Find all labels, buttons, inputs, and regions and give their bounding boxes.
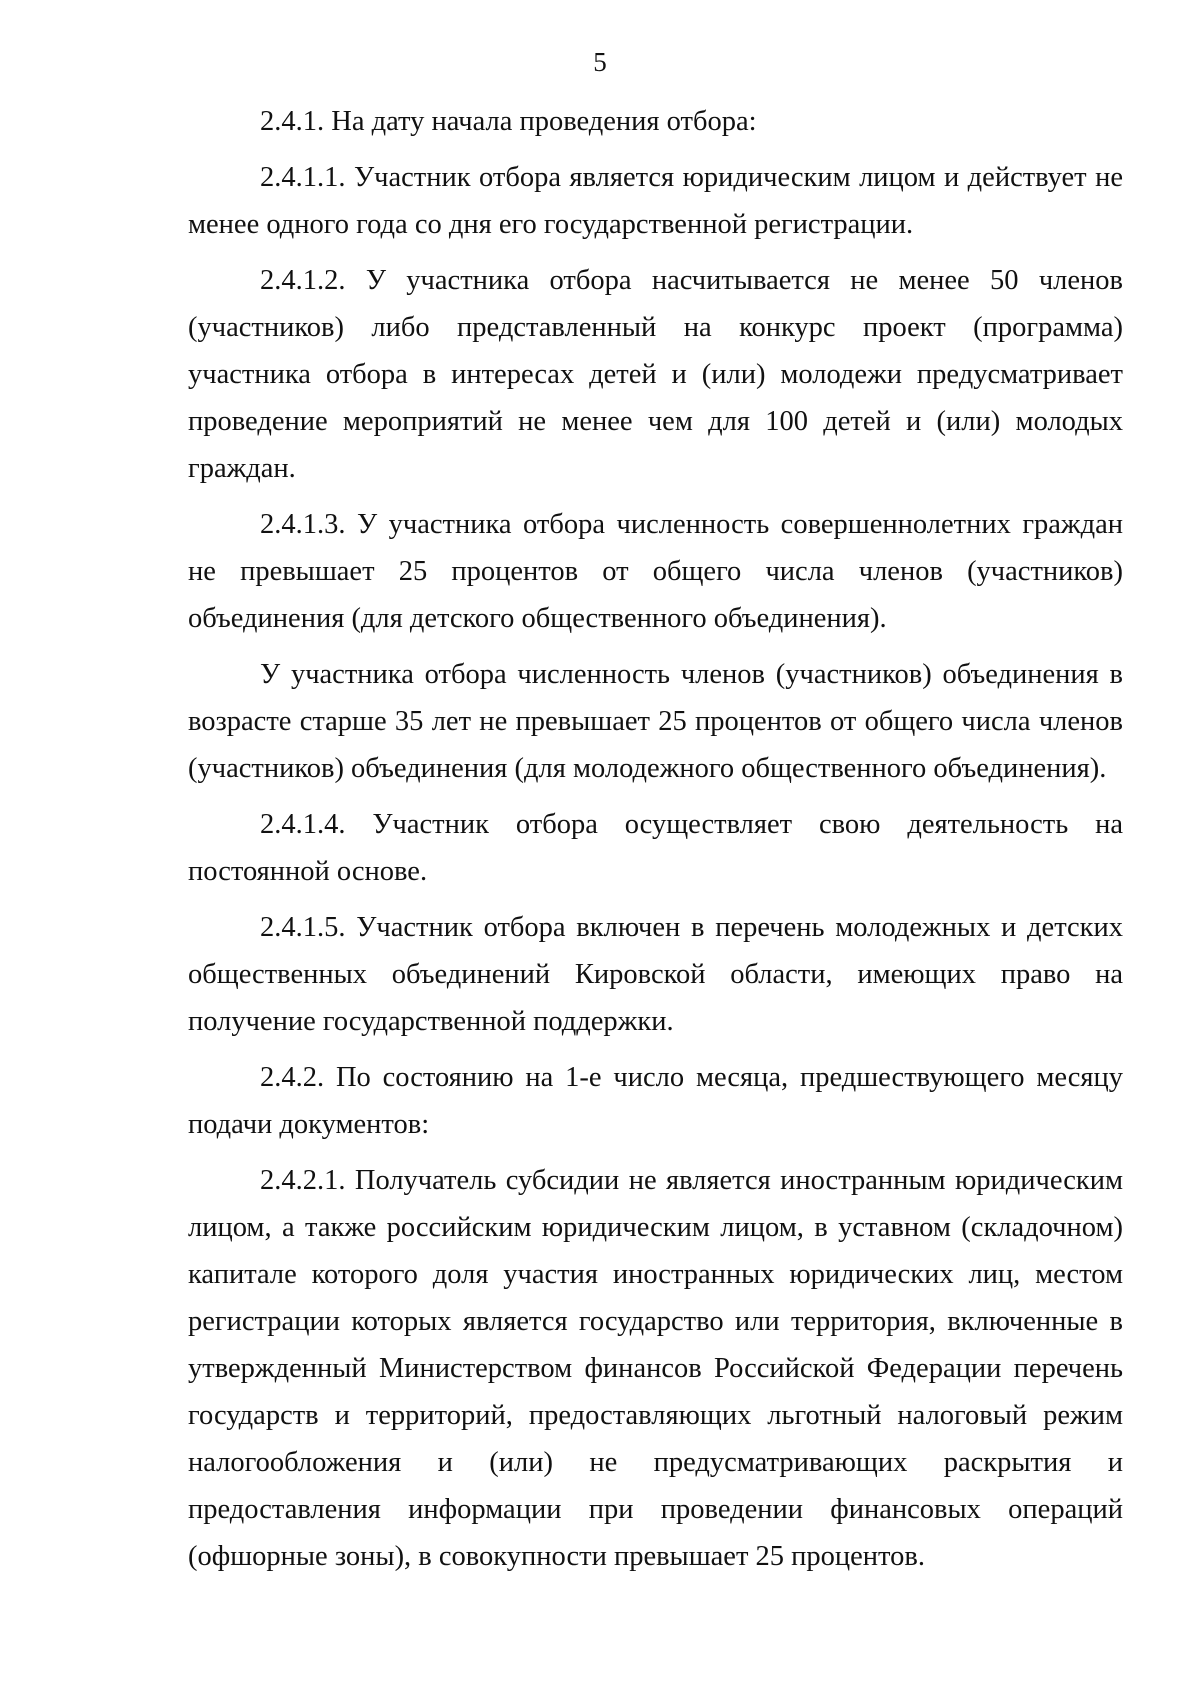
paragraph-2-4-2: 2.4.2. По состоянию на 1-е число месяца, предшествующего месяцу подачи документов: bbox=[188, 1062, 1123, 1140]
paragraph-2-4-1-3-continued: У участника отбора численность членов (участников) объединения в возрасте старше 35 лет не превышает 25 процентов от общего числа членов (участников) объединения (для молодежного общественного объединения). bbox=[188, 659, 1123, 784]
paragraph-2-4-2-1: 2.4.2.1. Получатель субсидии не является иностранным юридическим лицом, а также российским юридическим лицом, в уставном (складочном) капитале которого доля участия иностранных юридических лиц, местом регистрации которых является государство или территория, включенные в утвержденный Министерством финансов Российской Федерации перечень государств и территорий, предоставляющих льготный налоговый режим налогообложения и (или) не предусматривающих раскрытия и предоставления информации при проведении финансовых операций (офшорные зоны), в совокупности превышает 25 процентов. bbox=[188, 1165, 1123, 1572]
paragraph-2-4-1-3: 2.4.1.3. У участника отбора численность совершеннолетних граждан не превышает 25 процентов от общего числа членов (участников) объединения (для детского общественного объединения). bbox=[188, 509, 1123, 634]
document-body bbox=[188, 98, 1123, 1589]
paragraph-2-4-1-2: 2.4.1.2. У участника отбора насчитывается не менее 50 членов (участников) либо представленный на конкурс проект (программа) участника отбора в интересах детей и (или) молодежи предусматривает проведение мероприятий не менее чем для 100 детей и (или) молодых граждан. bbox=[188, 265, 1123, 484]
page-number: 5 bbox=[593, 47, 607, 77]
paragraph-2-4-1-4: 2.4.1.4. Участник отбора осуществляет свою деятельность на постоянной основе. bbox=[188, 809, 1123, 887]
paragraph-2-4-1-1: 2.4.1.1. Участник отбора является юридическим лицом и действует не менее одного года со дня его государственной регистрации. bbox=[188, 162, 1123, 240]
paragraph-2-4-1-5: 2.4.1.5. Участник отбора включен в перечень молодежных и детских общественных объединений Кировской области, имеющих право на получение государственной поддержки. bbox=[188, 912, 1123, 1037]
paragraph-2-4-1: 2.4.1. На дату начала проведения отбора: bbox=[260, 106, 757, 137]
